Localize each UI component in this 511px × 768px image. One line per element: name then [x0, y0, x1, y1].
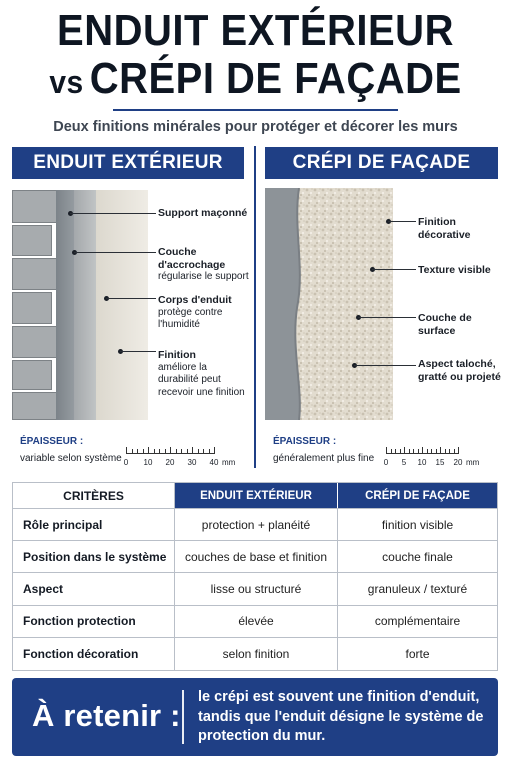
ruler-tick	[126, 447, 127, 454]
left-thickness-ruler	[123, 439, 244, 469]
callout-support: Support maçonné	[158, 207, 248, 219]
callout-aspect: Aspect taloché, gratté ou projeté	[418, 358, 501, 383]
ruler-tick	[427, 449, 428, 454]
ruler-tick-label: 10	[417, 458, 427, 467]
ruler-tick	[137, 449, 138, 454]
main-title-line-1: ENDUIT EXTÉRIEUR	[57, 7, 454, 55]
ruler-tick	[187, 449, 188, 454]
ruler-tick	[203, 449, 204, 454]
row-crepi-value: finition visible	[381, 517, 454, 532]
callout-finition-decorative: Finition décorative	[418, 216, 471, 241]
main-title-line-2	[0, 54, 511, 108]
ruler-tick-label: 20	[453, 458, 463, 467]
right-panel-header: CRÉPI DE FAÇADE	[265, 147, 498, 179]
ruler-tick	[395, 449, 396, 454]
ruler-tick-label: 5	[401, 458, 407, 467]
ruler-tick-label: 10	[143, 458, 153, 467]
banner-text: le crépi est souvent une finition d'enduit, tandis que l'enduit désigne le système de protection du mur.	[198, 689, 484, 744]
ruler-tick	[170, 447, 171, 454]
ruler-unit: mm	[222, 458, 236, 467]
banner-heading: À retenir :	[32, 698, 181, 733]
panel-divider	[254, 146, 256, 468]
ruler-tick	[154, 449, 155, 454]
table-header-row	[13, 483, 497, 509]
ruler-tick	[386, 447, 387, 454]
ruler-tick	[198, 449, 199, 454]
left-panel-header: ENDUIT EXTÉRIEUR	[12, 147, 244, 179]
ruler-tick	[440, 447, 441, 454]
ruler-tick	[404, 447, 405, 454]
ruler-tick	[436, 449, 437, 454]
row-enduit-value: protection + planéité	[175, 509, 338, 540]
left-thickness-label: ÉPAISSEUR :	[20, 436, 84, 447]
ruler-tick	[192, 447, 193, 454]
ruler-tick	[176, 449, 177, 454]
row-enduit-value: élevée	[175, 606, 338, 637]
row-crepi-value: granuleux / texturé	[367, 581, 468, 596]
right-thickness-label: ÉPAISSEUR :	[273, 436, 337, 447]
header-crepi: CRÉPI DE FAÇADE	[338, 483, 497, 508]
table-row	[13, 573, 497, 605]
row-criterion: Rôle principal	[13, 509, 175, 540]
row-criterion: Aspect	[13, 573, 175, 604]
callout-couche-surface: Couche de surface	[418, 312, 472, 337]
ruler-tick	[391, 449, 392, 454]
row-criterion: Fonction protection	[13, 606, 175, 637]
ruler-tick	[159, 449, 160, 454]
table-row	[13, 606, 497, 638]
ruler-tick	[209, 449, 210, 454]
ruler-tick	[165, 449, 166, 454]
title-line-2-text: CRÉPI DE FAÇADE	[89, 55, 462, 103]
ruler-tick	[148, 447, 149, 454]
row-crepi-value: couche finale	[382, 549, 453, 564]
ruler-tick-label: 30	[187, 458, 197, 467]
ruler-tick-label: 0	[123, 458, 129, 467]
ruler-tick	[445, 449, 446, 454]
subtitle: Deux finitions minérales pour protéger et décorer les murs	[53, 119, 458, 135]
ruler-tick	[431, 449, 432, 454]
callout-corps: Corps d'enduit protège contre l'humidité	[158, 294, 232, 330]
right-thickness-value: généralement plus fine	[273, 453, 375, 464]
ruler-tick	[418, 449, 419, 454]
ruler-tick-label: 15	[435, 458, 445, 467]
ruler-tick	[409, 449, 410, 454]
ruler-tick	[143, 449, 144, 454]
title-vs: vs	[49, 64, 84, 101]
row-enduit-value: selon finition	[175, 638, 338, 670]
row-enduit-value: lisse ou structuré	[175, 573, 338, 604]
ruler-tick	[413, 449, 414, 454]
ruler-unit: mm	[466, 458, 480, 467]
crepi-illustration	[265, 188, 393, 420]
table-row	[13, 509, 497, 541]
ruler-tick	[400, 449, 401, 454]
key-takeaway-banner	[12, 678, 498, 756]
row-enduit-value: couches de base et finition	[175, 541, 338, 572]
left-thickness-value: variable selon système	[20, 453, 122, 464]
ruler-tick	[132, 449, 133, 454]
ruler-tick	[449, 449, 450, 454]
right-thickness-ruler	[383, 439, 498, 469]
header-enduit: ENDUIT EXTÉRIEUR	[175, 483, 338, 508]
row-crepi-value: forte	[405, 646, 430, 661]
ruler-tick	[422, 447, 423, 454]
ruler-tick	[214, 447, 215, 454]
row-crepi-value: complémentaire	[374, 614, 461, 629]
banner-separator	[182, 690, 184, 744]
wall-illustration	[12, 190, 148, 420]
ruler-tick	[458, 447, 459, 454]
ruler-tick	[181, 449, 182, 454]
table-row	[13, 541, 497, 573]
callout-texture: Texture visible	[418, 264, 491, 276]
ruler-tick-label: 40	[209, 458, 219, 467]
title-underline	[113, 109, 398, 111]
callout-accrochage: Couche d'accrochage régularise le support	[158, 246, 249, 282]
row-criterion: Fonction décoration	[13, 638, 175, 670]
table-row	[13, 638, 497, 670]
row-criterion: Position dans le système	[13, 541, 175, 572]
comparison-table	[12, 482, 498, 671]
ruler-tick-label: 0	[383, 458, 389, 467]
header-criteres: CRITÈRES	[13, 483, 175, 508]
ruler-tick-label: 20	[165, 458, 175, 467]
ruler-tick	[454, 449, 455, 454]
callout-finition: Finition améliore la durabilité peut recevoir une finition	[158, 349, 245, 398]
